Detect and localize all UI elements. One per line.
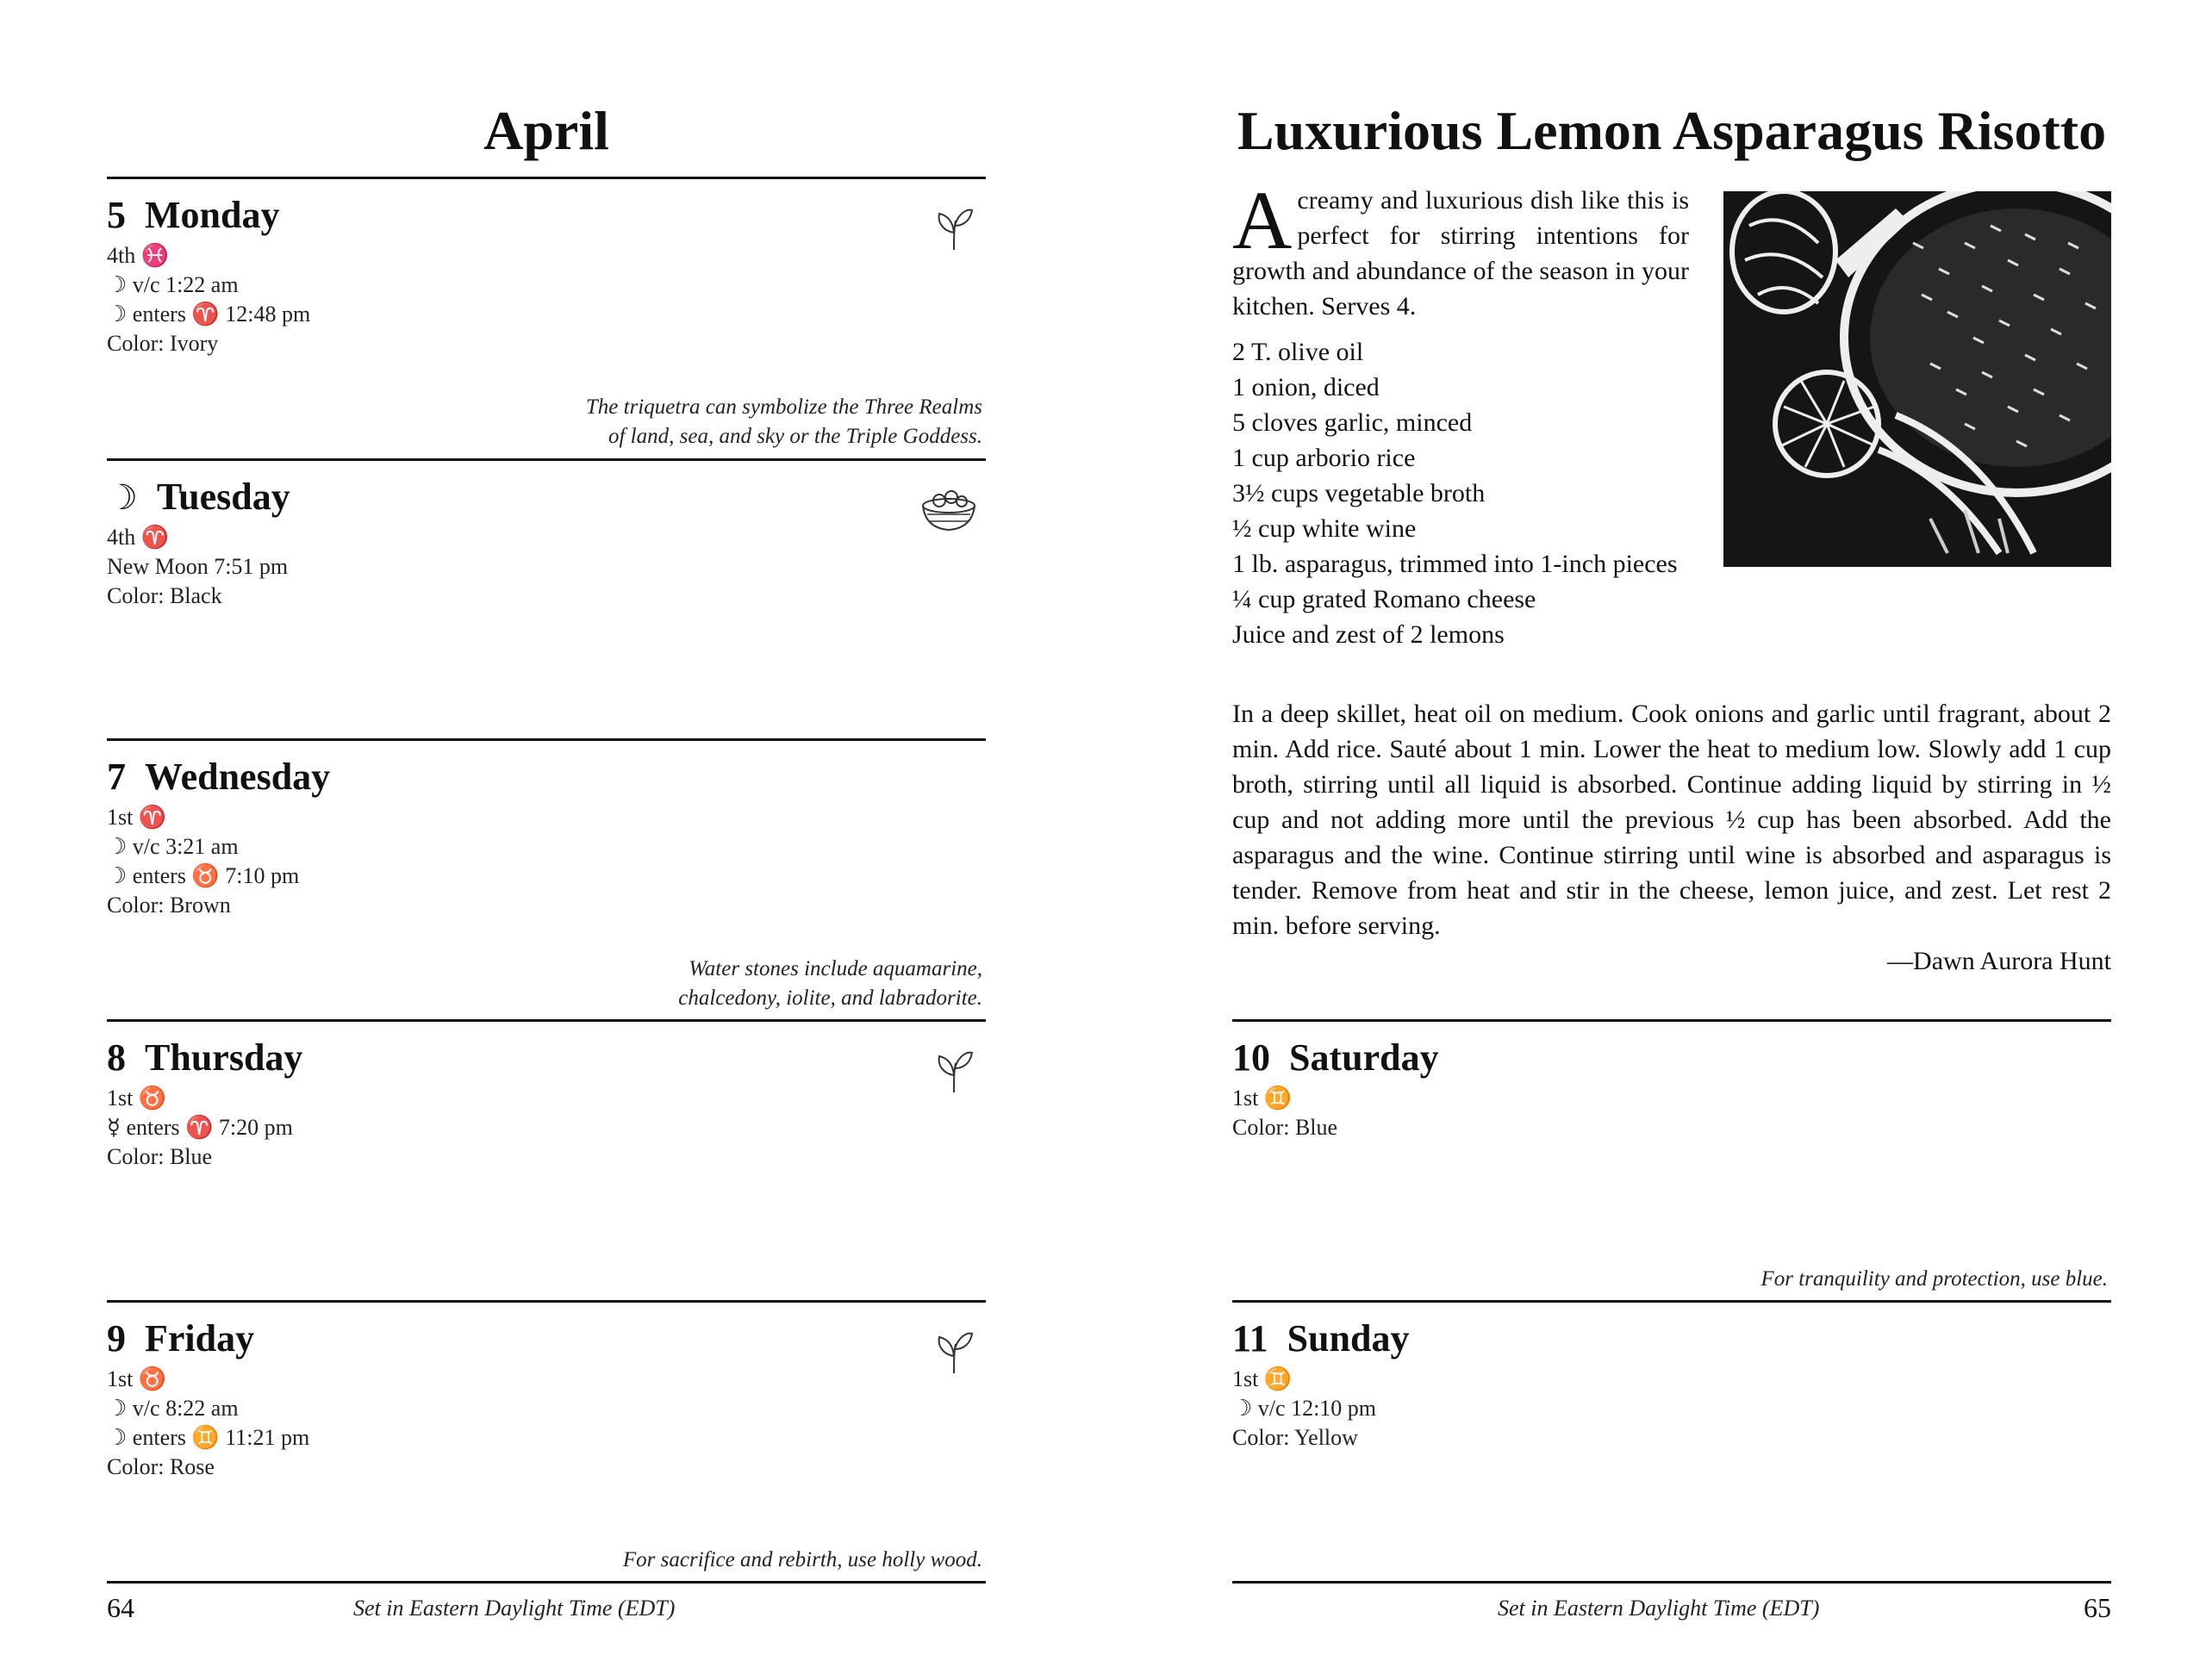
ingredient-item: 1 lb. asparagus, trimmed into 1-inch pieces [1232, 550, 1678, 578]
day-name: Monday [145, 194, 280, 236]
basket-icon [917, 485, 981, 537]
day-note: Water stones include aquamarine, chalcedony, iolite, and labradorite. [678, 957, 982, 1010]
day-color: Color: Yellow [1232, 1425, 1358, 1450]
day-name: Saturday [1289, 1036, 1439, 1079]
recipe-author: —Dawn Aurora Hunt [1887, 947, 2111, 975]
moon-void: ☽ v/c 12:10 pm [1232, 1396, 1377, 1421]
day-name: Tuesday [156, 476, 290, 518]
page-number: 65 [2084, 1592, 2111, 1623]
day-color: Color: Black [107, 583, 222, 608]
day-number: 9 [107, 1317, 126, 1360]
day-details [107, 241, 310, 358]
day-monday [107, 177, 986, 462]
bottom-rule [1232, 1581, 2111, 1584]
day-number: 7 [107, 756, 126, 798]
ingredient-item: ¼ cup grated Romano cheese [1232, 585, 1536, 613]
moon-phase: 4th ♈ [107, 525, 170, 550]
day-name: Wednesday [145, 756, 331, 798]
day-details [107, 1084, 293, 1172]
day-note: For tranquility and protection, use blue. [1760, 1267, 2108, 1291]
day-details [1232, 1365, 1376, 1453]
moon-void: ☽ v/c 8:22 am [107, 1396, 239, 1421]
page-title: April [483, 100, 609, 161]
moon-enters: ☽ enters ♈ 12:48 pm [107, 302, 311, 327]
day-sunday [1232, 1300, 2111, 1585]
moon-void: ☽ v/c 3:21 am [107, 834, 239, 859]
day-number: 11 [1232, 1317, 1268, 1360]
mercury-enters: ☿ enters ♈ 7:20 pm [107, 1115, 293, 1140]
recipe-intro: Acreamy and luxurious dish like this is perfect for stirring intentions for growth and abundance of the season in your kitchen. Serves 4. [1232, 174, 1689, 320]
moon-phase: 1st ♊ [1232, 1086, 1293, 1111]
moon-phase: 1st ♉ [107, 1366, 167, 1391]
sprout-icon [932, 1327, 975, 1375]
drop-cap: A [1232, 174, 1293, 266]
risotto-woodcut-illustration [1723, 191, 2111, 567]
ingredient-item: 2 T. olive oil [1232, 338, 1364, 366]
page-footer [107, 1592, 986, 1635]
day-color: Color: Blue [107, 1144, 213, 1169]
day-color: Color: Ivory [107, 331, 219, 356]
day-thursday [107, 1019, 986, 1304]
day-details [107, 803, 299, 920]
day-tuesday [107, 458, 986, 744]
ingredient-item: ½ cup white wine [1232, 514, 1417, 543]
moon-phase: 4th ♓ [107, 243, 170, 268]
day-number: 8 [107, 1036, 126, 1079]
new-moon-time: New Moon 7:51 pm [107, 554, 289, 579]
timezone-note: Set in Eastern Daylight Time (EDT) [353, 1596, 676, 1621]
day-note: For sacrifice and rebirth, use holly wood. [622, 1548, 982, 1571]
day-wednesday [107, 738, 986, 1024]
day-color: Color: Brown [107, 893, 231, 918]
right-page [1232, 0, 2111, 1680]
left-page [107, 0, 986, 1680]
sprout-icon [932, 1046, 975, 1094]
page-footer [1232, 1592, 2111, 1635]
new-moon-glyph: ☽ [107, 478, 138, 517]
day-number: 5 [107, 194, 126, 236]
moon-enters: ☽ enters ♉ 7:10 pm [107, 863, 300, 888]
day-details [107, 1365, 309, 1482]
moon-void: ☽ v/c 1:22 am [107, 272, 239, 297]
day-saturday [1232, 1019, 2111, 1304]
page-number: 64 [107, 1592, 134, 1623]
moon-enters: ☽ enters ♊ 11:21 pm [107, 1425, 310, 1450]
day-details [107, 523, 288, 611]
recipe-method: In a deep skillet, heat oil on medium. Cook onions and garlic until fragrant, about 2 min. Add rice. Sauté about 1 min. Lower the heat to medium low. Slowly add 1 cup broth, stirring until all liquid is absorbed. Continue adding liquid by stirring in ½ cup and not adding more until the previous ½ cup has been absorbed. Add the asparagus and the wine. Continue stirring until wine is absorbed and asparagus is tender. Remove from heat and stir in the cheese, lemon juice, and zest. Let rest 2 min. before serving. —Dawn Aurora Hunt [1232, 696, 2111, 979]
day-name: Sunday [1287, 1317, 1410, 1360]
ingredient-item: 1 onion, diced [1232, 373, 1380, 401]
moon-phase: 1st ♈ [107, 805, 167, 830]
day-details [1232, 1084, 1337, 1142]
day-name: Friday [145, 1317, 255, 1360]
ingredient-item: 1 cup arborio rice [1232, 444, 1416, 472]
ingredient-item: Juice and zest of 2 lemons [1232, 620, 1505, 649]
ingredient-item: 3½ cups vegetable broth [1232, 479, 1486, 507]
day-color: Color: Blue [1232, 1115, 1338, 1140]
timezone-note: Set in Eastern Daylight Time (EDT) [1498, 1596, 1820, 1621]
day-color: Color: Rose [107, 1454, 215, 1479]
day-note: The triquetra can symbolize the Three Realms of land, sea, and sky or the Triple Goddess. [585, 395, 982, 448]
recipe-title: Luxurious Lemon Asparagus Risotto [1237, 100, 2107, 161]
day-friday [107, 1300, 986, 1585]
ingredients-list [1232, 334, 1715, 652]
day-number: 10 [1232, 1036, 1270, 1079]
sprout-icon [932, 203, 975, 252]
day-name: Thursday [145, 1036, 303, 1079]
moon-phase: 1st ♊ [1232, 1366, 1293, 1391]
bottom-rule [107, 1581, 986, 1584]
ingredient-item: 5 cloves garlic, minced [1232, 408, 1473, 437]
moon-phase: 1st ♉ [107, 1086, 167, 1111]
